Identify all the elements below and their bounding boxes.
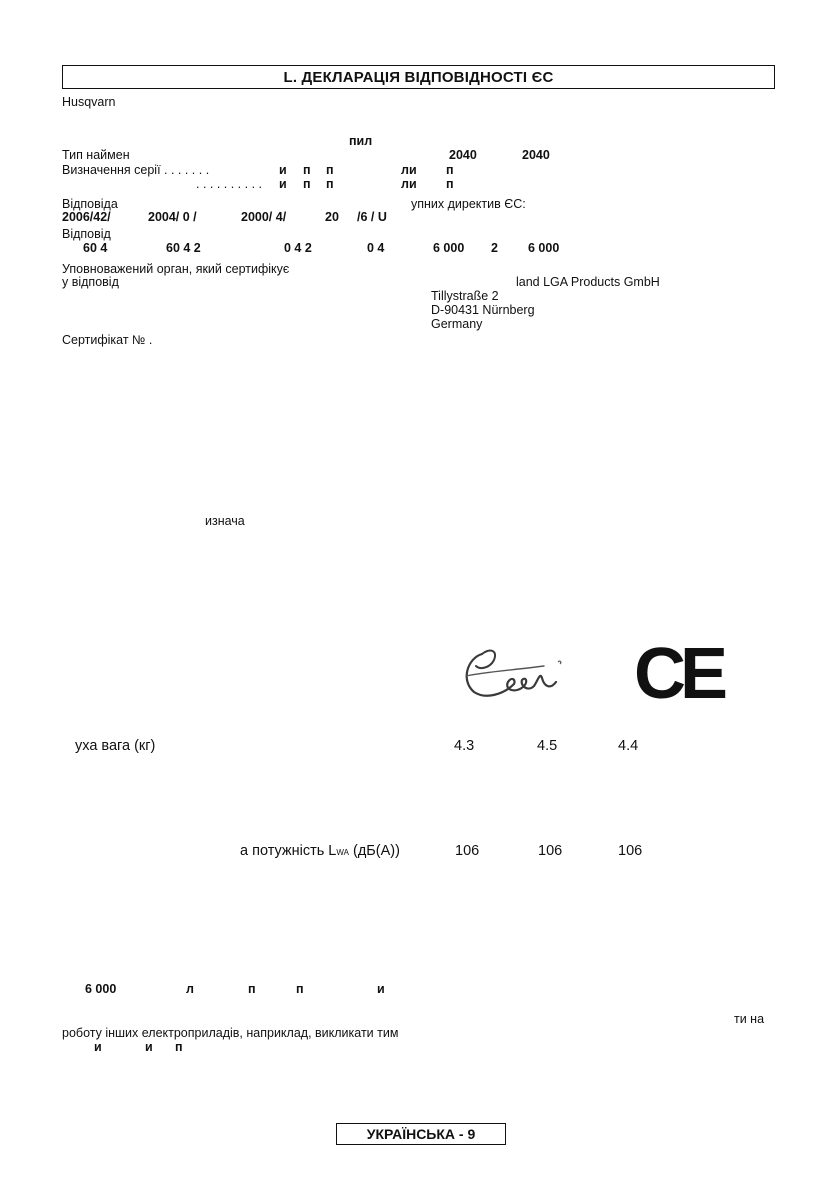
standard-item: 60 4 <box>83 241 108 255</box>
series-label: Визначення серії . . . . . . . <box>62 163 210 177</box>
standards-label: Відповід <box>62 227 111 241</box>
directives-suffix: упних директив ЄС: <box>411 197 526 211</box>
series2-code: п <box>326 177 334 191</box>
directive-item: 2000/ 4/ <box>241 210 287 224</box>
weight-value: 4.3 <box>454 738 475 754</box>
weight-label: уха вага (кг) <box>75 738 156 754</box>
standard-item: 2 <box>491 241 498 255</box>
type-label: Тип наймен <box>62 148 130 162</box>
ce-mark: CE <box>634 634 723 714</box>
page-title: L. ДЕКЛАРАЦІЯ ВІДПОВІДНОСТІ ЄС <box>62 65 775 89</box>
series2-code: п <box>446 177 454 191</box>
model-a: 2040 <box>449 148 477 162</box>
series2-code: п <box>303 177 311 191</box>
standard-item: 6 000 <box>528 241 560 255</box>
emc-code: 6 000 <box>85 982 117 996</box>
directive-item: 2006/42/ <box>62 210 111 224</box>
sound-label-text: а потужність L <box>240 843 337 859</box>
manufacturer-name: Husqvarn <box>62 95 116 109</box>
designation-word: изнача <box>205 514 245 528</box>
directive-item: /6 / U <box>357 210 387 224</box>
notified-body-city: D-90431 Nürnberg <box>431 303 535 317</box>
emc-code: и <box>377 982 385 996</box>
header-word: пил <box>349 134 373 148</box>
emc-code-2: и <box>145 1040 153 1054</box>
standard-item: 60 4 2 <box>166 241 201 255</box>
series2-code: ли <box>401 177 417 191</box>
sound-value: 106 <box>455 843 480 859</box>
series2-code: и <box>279 177 287 191</box>
sound-label-sub: WA <box>336 848 349 857</box>
model-b: 2040 <box>522 148 550 162</box>
sound-label-unit: (дБ(А)) <box>348 843 400 859</box>
series2-dots: . . . . . . . . . . <box>196 177 262 191</box>
directive-item: 20 <box>325 210 339 224</box>
emc-code-2: и <box>94 1040 102 1054</box>
signature-image <box>454 636 574 706</box>
weight-value: 4.4 <box>618 738 639 754</box>
emc-right-fragment: ти на <box>734 1012 765 1026</box>
series-code: и <box>279 163 287 177</box>
weight-value: 4.5 <box>537 738 558 754</box>
standard-item: 6 000 <box>433 241 465 255</box>
series-code: п <box>446 163 454 177</box>
emc-code: п <box>248 982 256 996</box>
sound-label <box>240 843 400 861</box>
series-code: ли <box>401 163 417 177</box>
notified-body-country: Germany <box>431 317 483 331</box>
notified-label: Уповноважений орган, який сертифікує <box>62 262 290 276</box>
series-code: п <box>303 163 311 177</box>
sound-value: 106 <box>618 843 643 859</box>
emc-code-2: п <box>175 1040 183 1054</box>
page-footer: УКРАЇНСЬКА - 9 <box>336 1123 506 1145</box>
standard-item: 0 4 2 <box>284 241 312 255</box>
notified-body-name: land LGA Products GmbH <box>516 275 660 289</box>
emc-text: роботу інших електроприладів, наприклад, викликати тим <box>62 1026 399 1040</box>
notified-label-2: у відповід <box>62 275 119 289</box>
directive-item: 2004/ 0 / <box>148 210 197 224</box>
series-code: п <box>326 163 334 177</box>
standard-item: 0 4 <box>367 241 385 255</box>
certificate-label: Сертифікат № . <box>62 333 153 347</box>
emc-code: л <box>186 982 194 996</box>
notified-body-street: Tillystraße 2 <box>431 289 499 303</box>
emc-code: п <box>296 982 304 996</box>
sound-value: 106 <box>538 843 563 859</box>
directives-label: Відповіда <box>62 197 118 211</box>
